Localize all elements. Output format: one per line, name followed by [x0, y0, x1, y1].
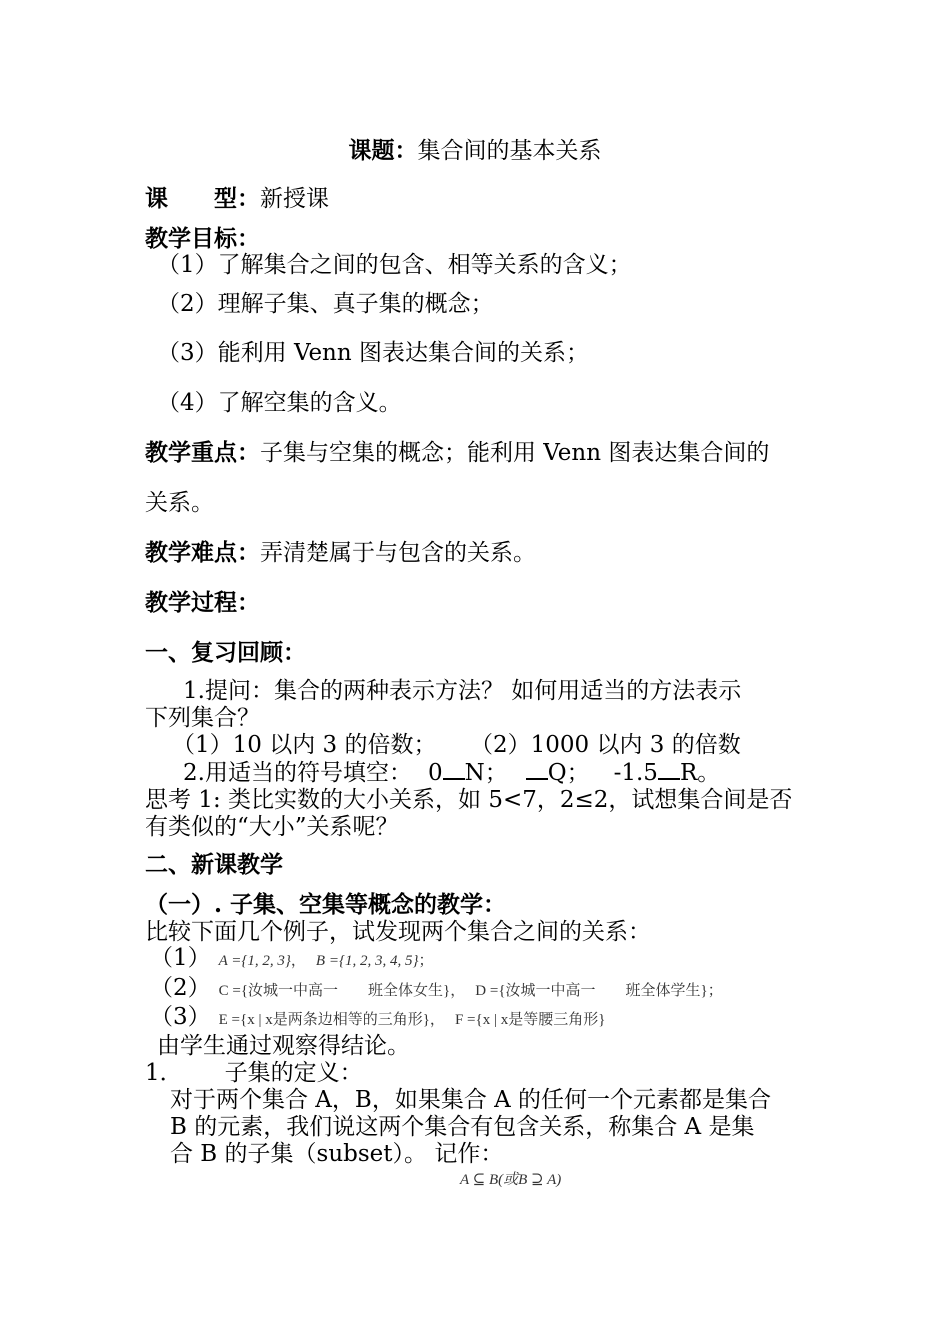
review-question-1-a: （1）10 以内 3 的倍数； [172, 732, 437, 758]
key-points [145, 439, 769, 467]
think-question-cont: 有类似的“大小”关系呢？ [145, 814, 399, 840]
title-text: 集合间的基本关系 [417, 138, 602, 164]
conclusion-text: 由学生通过观察得结论。 [157, 1033, 410, 1059]
set-D: D ={汝城一中高一 班全体学生} [475, 983, 708, 999]
example-3: （3） E ={x | x是两条边相等的三角形}， F ={x | x是等腰三角形} [150, 1004, 606, 1030]
q2-item-a: 0 [427, 760, 443, 786]
difficulties-label: 教学难点： [145, 539, 260, 566]
objective-item: （2）理解子集、真子集的概念； [157, 291, 494, 317]
difficulties-text: 弄清楚属于与包含的关系。 [260, 540, 536, 566]
q2-item-c-set: R。 [679, 760, 721, 786]
set-F: F ={x | x是等腰三角形} [454, 1012, 606, 1028]
q2-prefix: 2.用适当的符号填空： [183, 760, 412, 786]
example-1: （1） A ={1, 2, 3}， B ={1, 2, 3, 4, 5}； [150, 945, 434, 971]
title-label: 课题： [348, 137, 418, 164]
set-E: E ={x | x是两条边相等的三角形} [218, 1012, 430, 1028]
definition-text: 对于两个集合 A，B，如果集合 A 的任何一个元素都是集合 [170, 1087, 772, 1113]
objective-item: （1）了解集合之间的包含、相等关系的含义； [157, 252, 632, 278]
think-question: 思考 1: 类比实数的大小关系，如 5<7，2≤2，试想集合间是否 [145, 787, 793, 813]
lesson-type-label: 课 型： [145, 185, 260, 212]
objectives-label: 教学目标： [145, 225, 260, 252]
example-number: （1） [150, 945, 211, 971]
example-number: （2） [150, 975, 211, 1001]
review-question-1-b: （2）1000 以内 3 的倍数 [470, 732, 741, 758]
objective-item: （3）能利用 Venn 图表达集合间的关系； [157, 340, 589, 366]
example-number: （3） [150, 1004, 211, 1030]
subset-notation: A ⊆ B(或B ⊇ A) [460, 1172, 562, 1188]
definition-number: 1． [145, 1060, 183, 1086]
key-points-text: 子集与空集的概念；能利用 Venn 图表达集合间的 [260, 440, 770, 466]
review-heading: 一、复习回顾： [145, 639, 306, 666]
review-question-1: 1.提问：集合的两种表示方法？ 如何用适当的方法表示 [183, 678, 742, 704]
definition-title: 子集的定义： [224, 1060, 363, 1086]
q2-item-b-set: Q； [547, 760, 590, 786]
review-question-1-cont: 下列集合？ [145, 705, 260, 731]
set-C: C ={汝城一中高一 班全体女生} [218, 983, 451, 999]
fill-blank[interactable] [443, 758, 465, 780]
q2-item-a-set: N； [464, 760, 508, 786]
subsection-heading: （一）. 子集、空集等概念的教学： [145, 891, 507, 918]
objective-item: （4）了解空集的含义。 [157, 390, 402, 416]
fill-blank[interactable] [658, 758, 680, 780]
definition-text: 合 B 的子集（subset）。 记作： [170, 1141, 504, 1167]
process-label: 教学过程： [145, 589, 260, 616]
difficulties [145, 539, 536, 567]
key-points-label: 教学重点： [145, 439, 260, 466]
example-2: （2） C ={汝城一中高一 班全体女生}， D ={汝城一中高一 班全体学生}； [150, 975, 723, 1001]
q2-item-c: -1.5 [613, 760, 658, 786]
set-B: B ={1, 2, 3, 4, 5} [315, 953, 419, 969]
definition-heading [145, 1059, 363, 1087]
key-points-cont: 关系。 [145, 490, 214, 516]
set-A: A ={1, 2, 3} [218, 953, 291, 969]
new-lesson-heading: 二、新课教学 [145, 851, 283, 878]
lesson-type [145, 185, 329, 213]
page-title [0, 137, 950, 165]
lesson-type-text: 新授课 [260, 186, 329, 212]
review-question-2 [183, 758, 720, 787]
definition-text: B 的元素，我们说这两个集合有包含关系，称集合 A 是集 [170, 1114, 755, 1140]
compare-text: 比较下面几个例子，试发现两个集合之间的关系： [145, 919, 651, 945]
fill-blank[interactable] [526, 758, 548, 780]
